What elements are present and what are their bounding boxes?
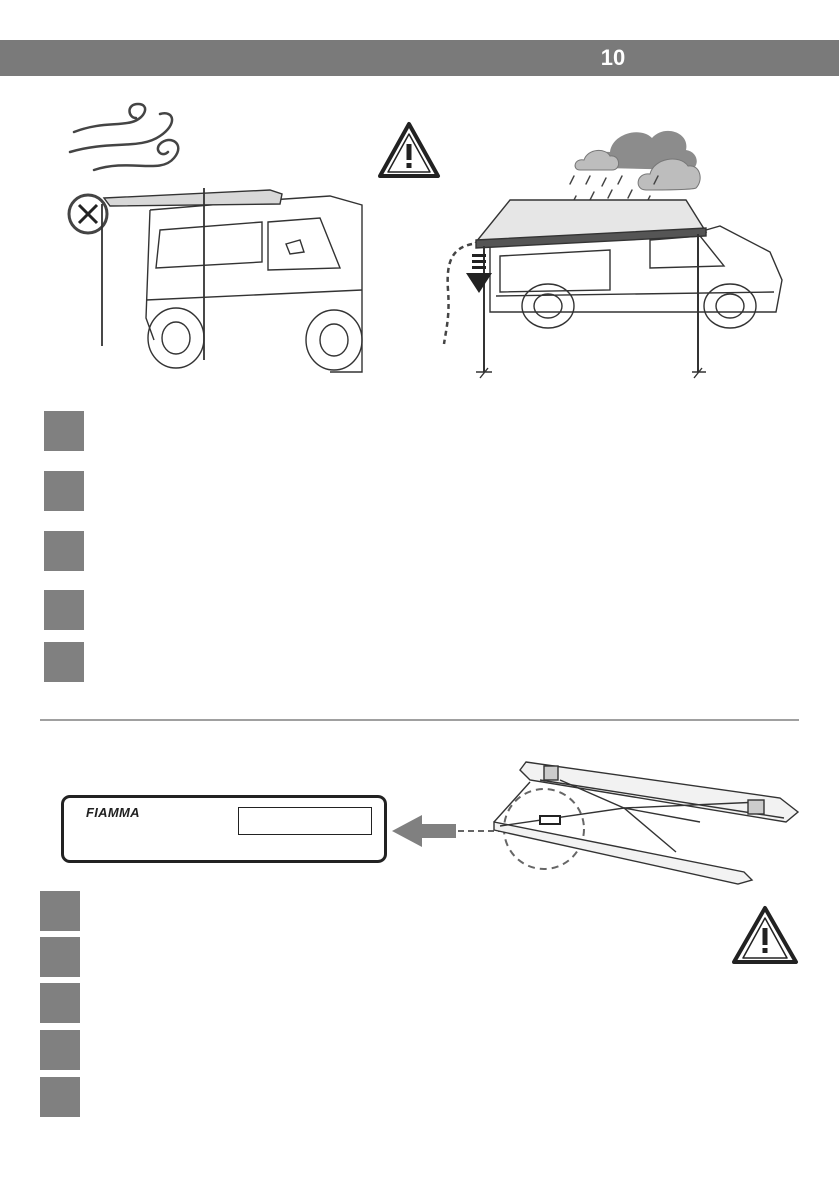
step-marker xyxy=(40,937,80,977)
step-marker xyxy=(40,1030,80,1070)
page-number: 10 xyxy=(600,45,626,70)
awning-cassette-drawing xyxy=(494,762,798,884)
brand-logo: FIAMMA xyxy=(86,805,140,820)
arrow-left-icon xyxy=(392,815,456,847)
warning-triangle-icon xyxy=(731,905,799,965)
step-marker xyxy=(40,1077,80,1117)
step-marker xyxy=(40,891,80,931)
step-marker xyxy=(40,983,80,1023)
